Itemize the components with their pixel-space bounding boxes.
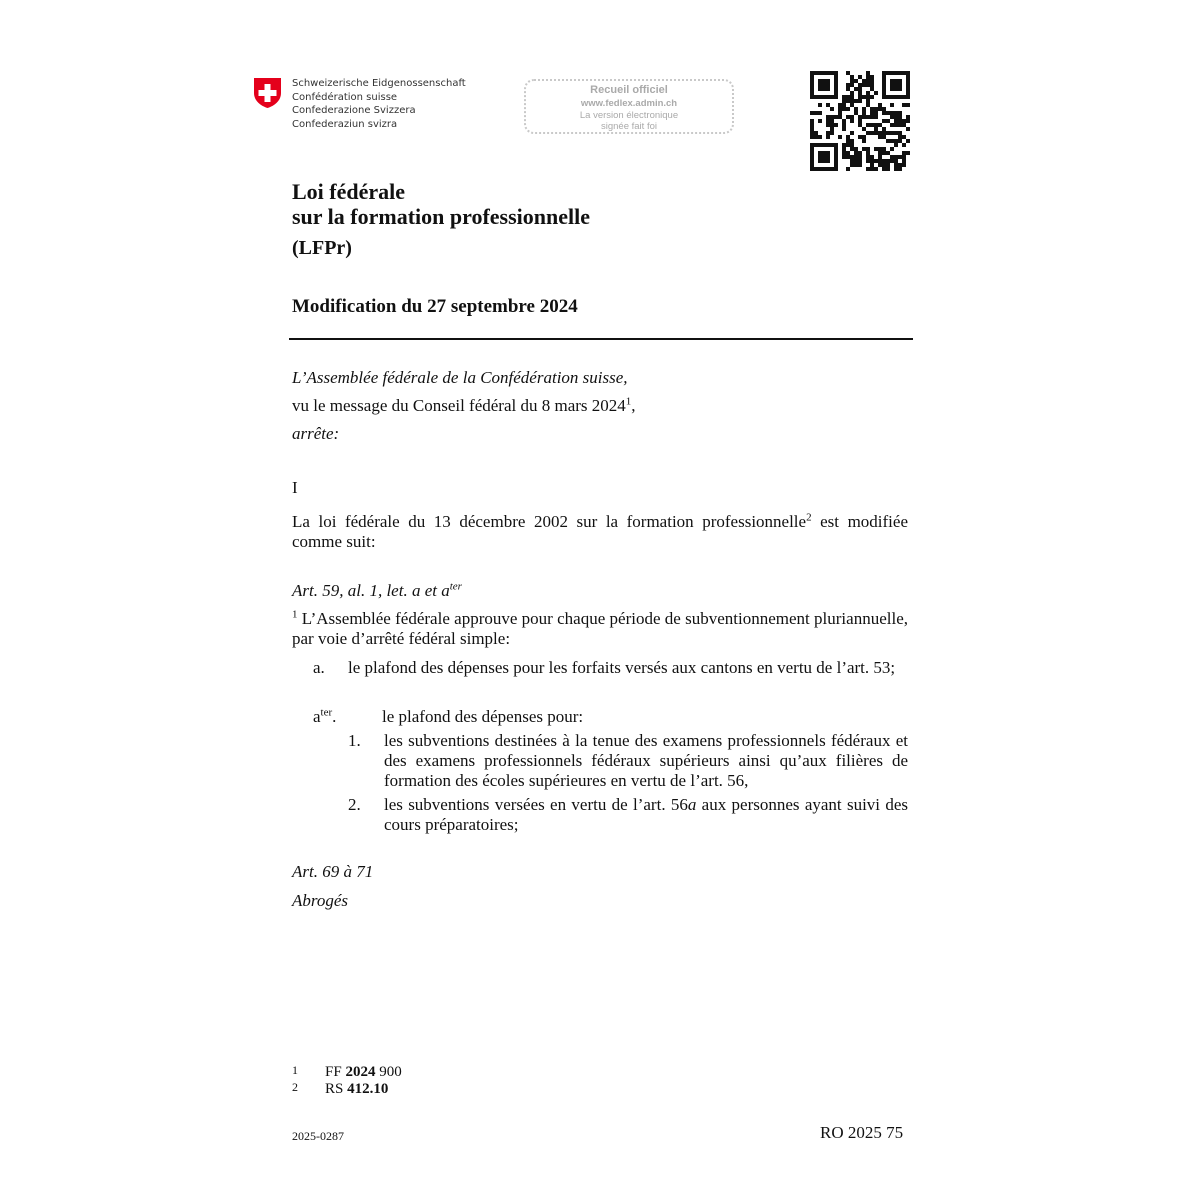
art69-heading: Art. 69 à 71: [292, 862, 374, 881]
swiss-cross-icon: [253, 77, 282, 109]
footnote-1-bold: 2024: [345, 1064, 376, 1080]
preamble-message-text: vu le message du Conseil fédéral du 8 mars 2024: [292, 396, 626, 415]
art59-sub-2-text-b: aux personnes ayant suivi des cours préparatoires;: [384, 795, 908, 834]
section-number: I: [292, 478, 298, 497]
footnote-2: [292, 1081, 592, 1098]
law-title: [292, 179, 590, 229]
footnote-1-prefix: FF: [325, 1064, 346, 1080]
art59-sub-2-text: [384, 795, 908, 835]
section-intro: [292, 512, 908, 552]
art59-item-ater-dot: .: [332, 707, 337, 726]
art59-heading-text: Art. 59, al. 1, let. a et a: [292, 581, 450, 600]
footnote-1-suffix: 900: [375, 1064, 402, 1080]
confederation-name-fr: Confédération suisse: [292, 91, 398, 103]
footnote-ref-1[interactable]: 1: [625, 395, 632, 408]
art59-sub-1-text: les subventions destinées à la tenue des examens professionnels fédéraux et des examens professionnels fédéraux supérieurs ainsi qu’aux filières de formation des écoles supérieures en vertu de l’art. 56,: [384, 731, 908, 790]
art59-heading-sup: ter: [449, 580, 462, 593]
art59-paragraph-number: 1: [292, 608, 298, 621]
stamp-line-4: signée fait foi: [601, 121, 657, 132]
title-divider: [289, 338, 913, 340]
art59-heading: [292, 581, 462, 601]
law-abbreviation: (LFPr): [292, 237, 352, 259]
law-title-line-1: Loi fédérale: [292, 179, 406, 204]
preamble-message: [292, 396, 636, 416]
confederation-name-de: Schweizerische Eidgenossenschaft: [292, 78, 466, 89]
art59-paragraph-1: [292, 609, 908, 649]
art59-item-a-label: a.: [313, 658, 325, 677]
art59-item-ater-letter: a: [313, 707, 321, 726]
official-collection-reference: RO 2025 75: [820, 1123, 904, 1142]
official-collection-stamp: [524, 79, 734, 134]
art59-sub-2-label: 2.: [348, 795, 361, 814]
art59-sub-1-label: 1.: [348, 731, 361, 750]
section-intro-end: est modifiée comme suit:: [292, 512, 908, 551]
confederation-names: [292, 77, 466, 131]
art59-sub-2-text-a: les subventions versées en vertu de l’art. 56: [384, 795, 688, 814]
document-number: 2025-0287: [292, 1129, 344, 1143]
art59-item-ater-text: le plafond des dépenses pour:: [382, 707, 584, 726]
stamp-title: Recueil officiel: [590, 84, 668, 96]
art59-paragraph-text: L’Assemblée fédérale approuve pour chaque période de subventionnement pluriannuelle, par voie d’arrêté fédéral simple:: [292, 609, 908, 648]
art59-sub-2-text-italic: a: [687, 795, 697, 814]
section-intro-text: La loi fédérale du 13 décembre 2002 sur la formation professionnelle: [292, 512, 807, 531]
footnote-2-bold: 412.10: [347, 1081, 389, 1097]
preamble-decree: arrête:: [292, 424, 340, 443]
qr-code-icon: [810, 71, 910, 171]
stamp-url: www.fedlex.admin.ch: [580, 98, 678, 109]
footnote-1-number: 1: [292, 1063, 298, 1077]
confederation-name-it: Confederazione Svizzera: [292, 105, 416, 116]
art59-item-ater-sup: ter: [320, 706, 333, 719]
modification-date: Modification du 27 septembre 2024: [292, 296, 578, 317]
footnote-ref-2[interactable]: 2: [806, 511, 812, 524]
footnote-1: [292, 1064, 592, 1081]
stamp-line-3: La version électronique: [579, 110, 679, 121]
preamble-message-end: ,: [631, 396, 636, 415]
art59-item-a-text: le plafond des dépenses pour les forfaits versés aux cantons en vertu de l’art. 53;: [348, 658, 896, 677]
footnote-2-prefix: RS: [325, 1081, 348, 1097]
footnote-2-number: 2: [292, 1080, 298, 1094]
law-title-line-2: sur la formation professionnelle: [292, 204, 591, 229]
art69-text: Abrogés: [292, 891, 349, 910]
preamble-assembly: L’Assemblée fédérale de la Confédération suisse,: [292, 368, 628, 387]
art59-item-ater-label: [313, 707, 336, 727]
confederation-name-rm: Confederaziun svizra: [292, 118, 398, 130]
